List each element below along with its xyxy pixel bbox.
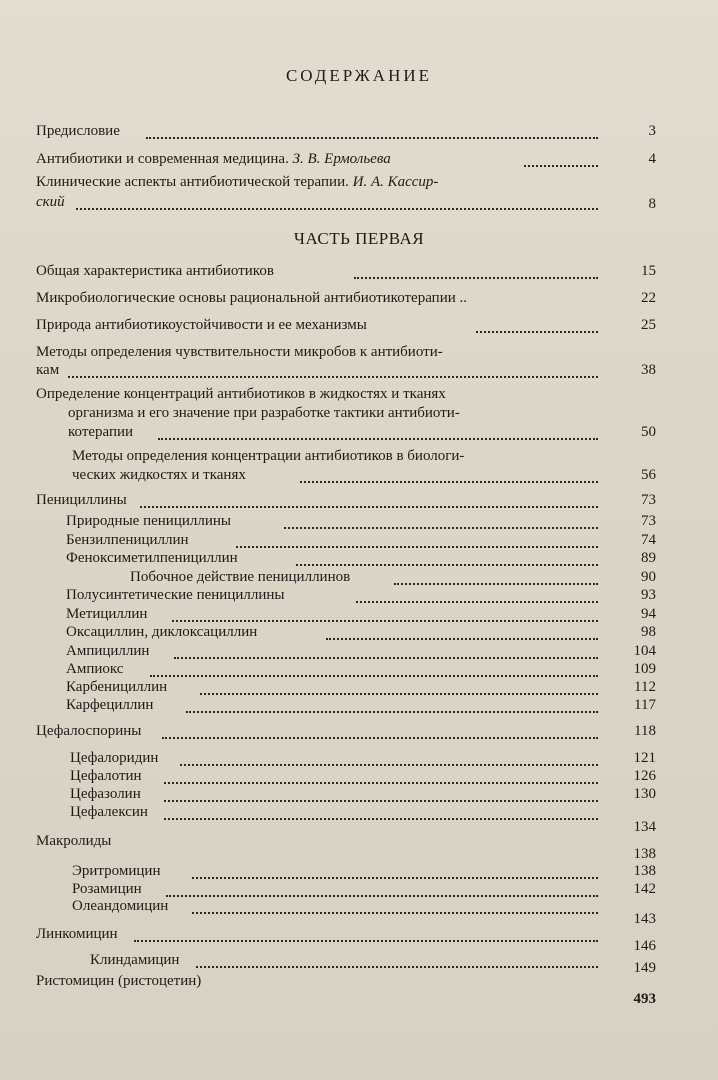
leader-dots: [158, 422, 598, 440]
toc-entry-continuation: [0, 360, 718, 380]
leader-dots: [476, 315, 598, 333]
entry-page: 130: [633, 786, 656, 802]
toc-entry: [0, 530, 718, 550]
toc-entry: [0, 567, 718, 587]
leader-dots: [284, 511, 598, 529]
toc-entry: [0, 950, 718, 976]
leader-dots: [68, 360, 598, 378]
entry-page: 94: [641, 606, 656, 622]
leader-dots: [162, 721, 598, 739]
toc-entry: [0, 831, 718, 862]
toc-entry: [0, 604, 718, 624]
entry-label: Предисловие: [36, 123, 120, 139]
toc-entry: [0, 149, 718, 169]
leader-dots: [164, 802, 598, 820]
toc-entry: [0, 677, 718, 697]
entry-label: Эритромицин: [72, 863, 161, 879]
entry-page: 8: [648, 196, 656, 212]
leader-dots: [192, 861, 598, 879]
entry-label: Цефалексин: [70, 804, 148, 820]
entry-page: 89: [641, 550, 656, 566]
leader-dots: [326, 622, 598, 640]
leader-dots: [296, 548, 598, 566]
entry-label: Клинические аспекты антибиотической терапии.: [36, 174, 349, 190]
entry-label: Методы определения чувствительности микробов к антибиоти-: [36, 344, 443, 360]
entry-label: Полусинтетические пенициллины: [66, 587, 285, 603]
toc-entry: [0, 924, 718, 954]
entry-page: 146: [633, 938, 656, 954]
toc-entry: [0, 802, 718, 835]
entry-label-continuation: кам: [36, 362, 60, 378]
entry-label: Цефазолин: [70, 786, 141, 802]
entry-label: Ристомицин (ристоцетин): [36, 973, 202, 989]
entry-label: Карфециллин: [66, 697, 154, 713]
entry-label: Цефалоспорины: [36, 723, 142, 739]
entry-label: Клиндамицин: [90, 952, 180, 968]
leader-dots: [180, 748, 598, 766]
toc-entry: [0, 896, 718, 927]
toc-entry: [0, 641, 718, 661]
entry-label-continuation: ский: [36, 194, 65, 210]
toc-entry: [0, 971, 718, 991]
toc-entry-continuation: [0, 422, 718, 442]
leader-dots: [200, 677, 598, 695]
entry-label: Пенициллины: [36, 492, 127, 508]
leader-dots: [172, 604, 598, 622]
entry-page: 38: [641, 362, 656, 378]
toc-entry: [0, 342, 718, 362]
leader-dots: [354, 261, 598, 279]
entry-label: Ампициллин: [66, 643, 150, 659]
entry-page: 93: [641, 587, 656, 603]
leader-dots: [140, 490, 598, 508]
entry-label: Природа антибиотикоустойчивости и ее механизмы: [36, 317, 367, 333]
entry-label: Олеандомицин: [72, 898, 169, 914]
entry-page: 98: [641, 624, 656, 640]
entry-label: Определение концентраций антибиотиков в жидкостях и тканях: [36, 386, 446, 402]
entry-label: Общая характеристика антибиотиков: [36, 263, 274, 279]
entry-page: 134: [633, 819, 656, 835]
entry-page: 126: [633, 768, 656, 784]
leader-dots: [164, 784, 598, 802]
entry-page: 73: [641, 492, 656, 508]
toc-entry: [0, 784, 718, 804]
entry-page: 138: [633, 846, 656, 862]
entry-author: И. А. Кассир-: [352, 174, 439, 190]
entry-page: 109: [633, 661, 656, 677]
entry-page: 4: [648, 151, 656, 167]
entry-page: 117: [634, 697, 656, 713]
toc-entry: [0, 384, 718, 404]
entry-label-continuation: ческих жидкостях и тканях: [72, 467, 246, 483]
entry-page: 90: [641, 569, 656, 585]
entry-label: Побочное действие пенициллинов: [130, 569, 351, 585]
entry-page: 112: [634, 679, 656, 695]
entry-label: Бензилпенициллин: [66, 532, 189, 548]
entry-page: 73: [641, 513, 656, 529]
toc-entry: [0, 172, 718, 192]
leader-dots: [186, 695, 598, 713]
leader-dots: [174, 641, 598, 659]
entry-page: 149: [633, 960, 656, 976]
entry-label: Линкомицин: [36, 926, 118, 942]
toc-entry: [0, 721, 718, 741]
toc-entry: [0, 861, 718, 881]
leader-dots: [76, 192, 598, 210]
leader-dots: [166, 879, 598, 897]
toc-entry: [0, 288, 718, 308]
entry-label: Методы определения концентрации антибиотиков в биологи-: [72, 448, 465, 464]
entry-page: 118: [634, 723, 656, 739]
leader-dots: [196, 950, 598, 968]
entry-page: 15: [641, 263, 656, 279]
toc-entry: [0, 121, 718, 141]
entry-label: Розамицин: [72, 881, 142, 897]
entry-label: Цефалотин: [70, 768, 142, 784]
leader-dots: [164, 766, 598, 784]
page-number: 493: [633, 991, 656, 1007]
entry-label: Карбенициллин: [66, 679, 168, 695]
entry-label: Микробиологические основы рациональной антибиотикотерапии ..: [36, 290, 468, 306]
toc-entry: [0, 446, 718, 466]
entry-label: Оксациллин, диклоксациллин: [66, 624, 258, 640]
leader-dots: [300, 465, 598, 483]
entry-label: Ампиокс: [66, 661, 124, 677]
entry-page: 56: [641, 467, 656, 483]
toc-entry-continuation: [0, 465, 718, 485]
entry-page: 74: [641, 532, 656, 548]
entry-label: Макролиды: [36, 833, 112, 849]
leader-dots: [356, 585, 598, 603]
entry-page: 25: [641, 317, 656, 333]
entry-label-continuation: котерапии: [68, 424, 134, 440]
leader-dots: [150, 659, 598, 677]
toc-entry: [0, 548, 718, 568]
toc-entry: [0, 766, 718, 786]
entry-label: Природные пенициллины: [66, 513, 231, 529]
entry-page: 121: [633, 750, 656, 766]
entry-page: 104: [633, 643, 656, 659]
toc-entry: [0, 261, 718, 281]
contents-title: СОДЕРЖАНИЕ: [285, 66, 433, 85]
entry-label: Антибиотики и современная медицина.: [36, 151, 289, 167]
entry-label: Метициллин: [66, 606, 148, 622]
toc-entry: [0, 659, 718, 679]
leader-dots: [394, 567, 598, 585]
entry-page: 138: [633, 863, 656, 879]
toc-entry-continuation: [0, 192, 718, 212]
leader-dots: [134, 924, 598, 942]
toc-entry: [0, 622, 718, 642]
entry-label: Феноксиметилпенициллин: [66, 550, 238, 566]
toc-entry: [0, 511, 718, 531]
leader-dots: [146, 121, 598, 139]
part-heading: ЧАСТЬ ПЕРВАЯ: [293, 229, 425, 248]
toc-entry: [0, 585, 718, 605]
entry-page: 3: [648, 123, 656, 139]
leader-dots: [236, 530, 598, 548]
entry-author: З. В. Ермольева: [292, 151, 391, 167]
entry-label-continuation: организма и его значение при разработке тактики антибиоти-: [68, 405, 460, 421]
leader-dots: [192, 896, 598, 914]
toc-entry: [0, 748, 718, 768]
entry-page: 50: [641, 424, 656, 440]
leader-dots: [524, 149, 598, 167]
entry-page: 142: [633, 881, 656, 897]
toc-entry: [0, 490, 718, 510]
entry-page: 143: [633, 911, 656, 927]
toc-entry: [0, 315, 718, 335]
entry-label: Цефалоридин: [70, 750, 159, 766]
entry-page: 22: [641, 290, 656, 306]
toc-entry: [0, 695, 718, 715]
